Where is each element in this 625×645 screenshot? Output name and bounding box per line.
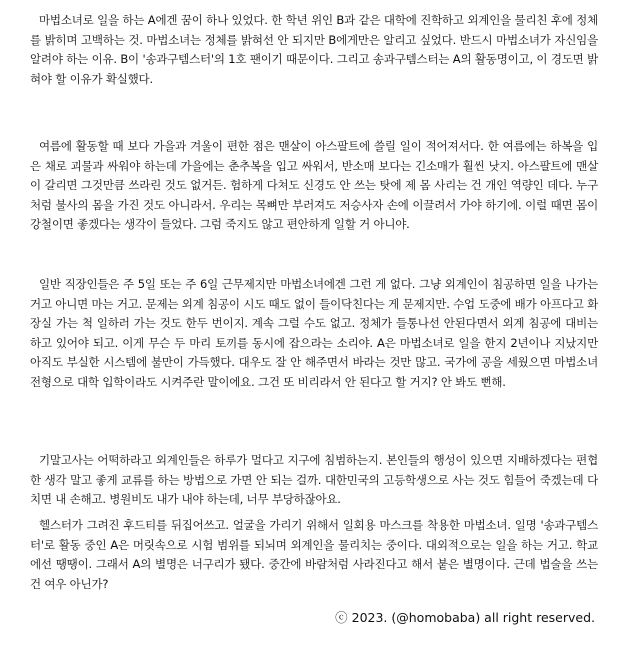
copyright-notice: ⓒ 2023. (@homobaba) all right reserved. — [335, 610, 595, 625]
paragraph-1: 마법소녀로 일을 하는 A에겐 꿈이 하나 있었다. 한 학년 위인 B과 같은 대학에 진학하고 외계인을 물리친 후에 정체를 밝히며 고백하는 것. 마법소녀는 정체를 밝혀선 안 되지만 B에게만은 알리고 싶었다. 반드시 마법소녀가 자신임을 알려야 하는 이유. B이 '송과구템스터'의 1호 팬이기 때문이다. 그리고 송과구템스터는 A의 활동명이고, 이 경도면 밝혀야 할 이유가 확실했다. — [30, 13, 598, 86]
paragraph-2: 여름에 활동할 때 보다 가을과 겨울이 편한 점은 맨살이 아스팔트에 쓸릴 일이 적어져서다. 한 여름에는 하복을 입은 채로 괴물과 싸워야 하는데 가을에는 춘추복을 입고 싸워서, 반소매 보다는 긴소매가 훨씬 낫지. 아스팔트에 맨살이 갈리면 그것만큼 쓰라린 것도 없거든. 험하게 다쳐도 신경도 안 쓰는 탓에 제 몸 사리는 건 개인 역량인 데다. 누구처럼 불사의 몸을 가진 것도 아니라서. 우리는 목뼈만 부러져도 저승사자 손에 이끌려서 가야 하기에. 이럴 때면 몸이 강철이면 좋겠다는 생각이 들었다. 그럼 죽지도 않고 편안하게 일할 거 아니야. — [30, 139, 598, 232]
paragraph-3: 일반 직장인들은 주 5일 또는 주 6일 근무제지만 마법소녀에겐 그런 게 없다. 그냥 외계인이 침공하면 일을 나가는 거고 아니면 마는 거고. 문제는 외계 침공이 시도 때도 없이 들이닥친다는 게 문제지만. 수업 도중에 배가 아프다고 화장실 가는 척 일하러 가는 것도 한두 번이지. 계속 그럴 수도 없고. 정체가 들통나선 안된다면서 외계 침공에 대비는 하고 있어야 되고. 이게 무슨 두 마리 토끼를 동시에 잡으라는 소리야. A은 마법소녀로 일을 한지 2년이나 지났지만 아직도 부실한 시스템에 불만이 가득했다. 대우도 잘 안 해주면서 바라는 것만 많고. 국가에 공을 세웠으면 마법소녀 전형으로 대학 입학이라도 시켜주란 말이에요. 그건 또 비리라서 안 된다고 할 거지? 안 봐도 뻔해. — [30, 277, 598, 389]
paragraph-5: 헬스터가 그려진 후드티를 뒤집어쓰고. 얼굴을 가리기 위해서 일회용 마스크를 착용한 마법소녀. 일명 '송과구템스터'로 활동 중인 A은 머릿속으로 시험 범위를 되뇌며 외계인을 물리치는 중이다. 대외적으로는 일을 하는 거고. 학교에선 땡땡이. 그래서 A의 별명은 너구리가 됐다. 중간에 바람처럼 사라진다고 해서 붙은 별명이다. 근데 법술을 쓰는 건 여우 아닌가? — [30, 518, 598, 591]
paragraph-4: 기말고사는 어떡하라고 외계인들은 하루가 멀다고 지구에 침범하는지. 본인들의 행성이 있으면 지배하겠다는 편협한 생각 말고 좋게 교류를 하는 방법으로 가면 안 되는 걸까. 대한민국의 고등학생으로 사는 것도 힘들어 죽겠는데 다치면 내 손해고. 병원비도 내가 내야 하는데, 너무 부당하잖아요. — [30, 453, 598, 507]
